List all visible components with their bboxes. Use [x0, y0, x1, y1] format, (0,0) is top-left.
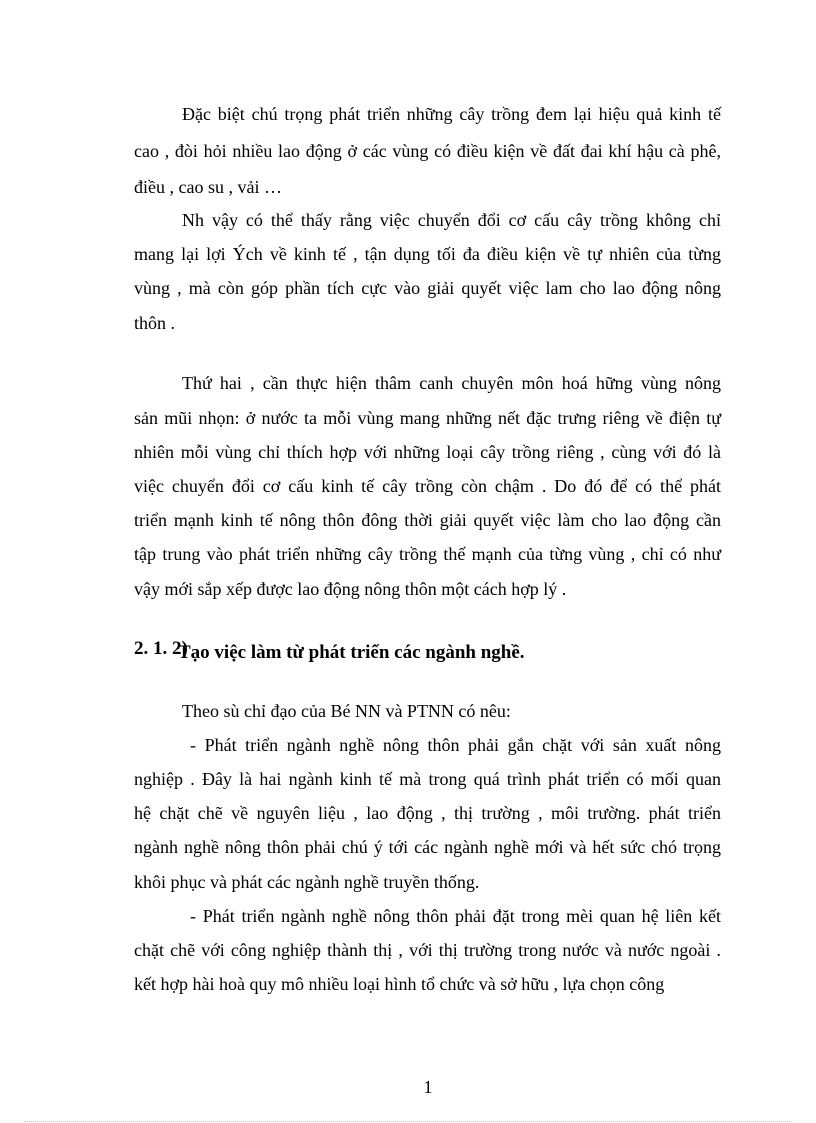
paragraph-line: chặt chẽ với công nghiệp thành thị , với thị trường trong nước và nước ngoài . [134, 940, 721, 960]
paragraph-line: sản mũi nhọn: ở nước ta mỗi vùng mang những nết đặc trưng riêng về điện tự [134, 408, 721, 428]
paragraph-line: tập trung vào phát triển những cây trồng thế mạnh của từng vùng , chỉ có như [134, 544, 721, 564]
paragraph-line: điều , cao su , vải … [134, 177, 282, 197]
paragraph-line: triển mạnh kinh tế nông thôn đông thời giải quyết việc làm cho lao động cần [134, 510, 721, 530]
paragraph-line: Nh vậy có thể thấy rằng việc chuyển đổi cơ cấu cây trồng không chỉ [182, 210, 721, 230]
page-number: 1 [423, 1077, 433, 1097]
section-number: 2. 1. 2) [134, 638, 188, 659]
paragraph-line: kết hợp hài hoà quy mô nhiều loại hình tổ chức và sở hữu , lựa chọn công [134, 974, 665, 994]
paragraph-line: nhiên mỗi vùng chỉ thích hợp với những loại cây trồng riêng , cùng với đó là [134, 442, 721, 462]
paragraph-line: hệ chặt chẽ về nguyên liệu , lao động , thị trường , môi trường. phát triển [134, 803, 721, 823]
section-heading: Tạo việc làm từ phát triển các ngành nghề. [178, 642, 525, 663]
paragraph-line: vậy mới sắp xếp được lao động nông thôn một cách hợp lý . [134, 579, 567, 599]
paragraph-line: vùng , mà còn góp phần tích cực vào giải quyết việc lam cho lao động nông [134, 278, 721, 298]
paragraph-line: Đặc biệt chú trọng phát triển những cây trồng đem lại hiệu quả kinh tế [182, 104, 721, 124]
paragraph-line: Theo sù chỉ đạo của Bé NN và PTNN có nêu: [182, 701, 511, 721]
list-item-line: - Phát triển ngành nghề nông thôn phải đặt trong mèi quan hệ liên kết [190, 906, 721, 926]
paragraph-line: Thứ hai , cần thực hiện thâm canh chuyên môn hoá hững vùng nông [182, 373, 721, 393]
list-item-line: - Phát triển ngành nghề nông thôn phải gắn chặt với sản xuất nông [190, 735, 721, 755]
paragraph-line: cao , đòi hỏi nhiều lao động ở các vùng có điều kiện về đất đai khí hậu cà phê, [134, 141, 721, 161]
footer-divider [24, 1121, 792, 1122]
paragraph-line: ngành nghề nông thôn phải chú ý tới các ngành nghề mới và hết sức chó trọng [134, 837, 721, 857]
paragraph-line: khôi phục và phát các ngành nghề truyền thống. [134, 872, 480, 892]
paragraph-line: mang lại lợi Ých về kinh tế , tận dụng tối đa điều kiện về tự nhiên của từng [134, 244, 721, 264]
paragraph-line: việc chuyển đổi cơ cấu kinh tế cây trồng còn chậm . Do đó để có thể phát [134, 476, 721, 496]
paragraph-line: thôn . [134, 313, 176, 333]
paragraph-line: nghiệp . Đây là hai ngành kinh tế mà trong quá trình phát triển có mối quan [134, 769, 721, 789]
